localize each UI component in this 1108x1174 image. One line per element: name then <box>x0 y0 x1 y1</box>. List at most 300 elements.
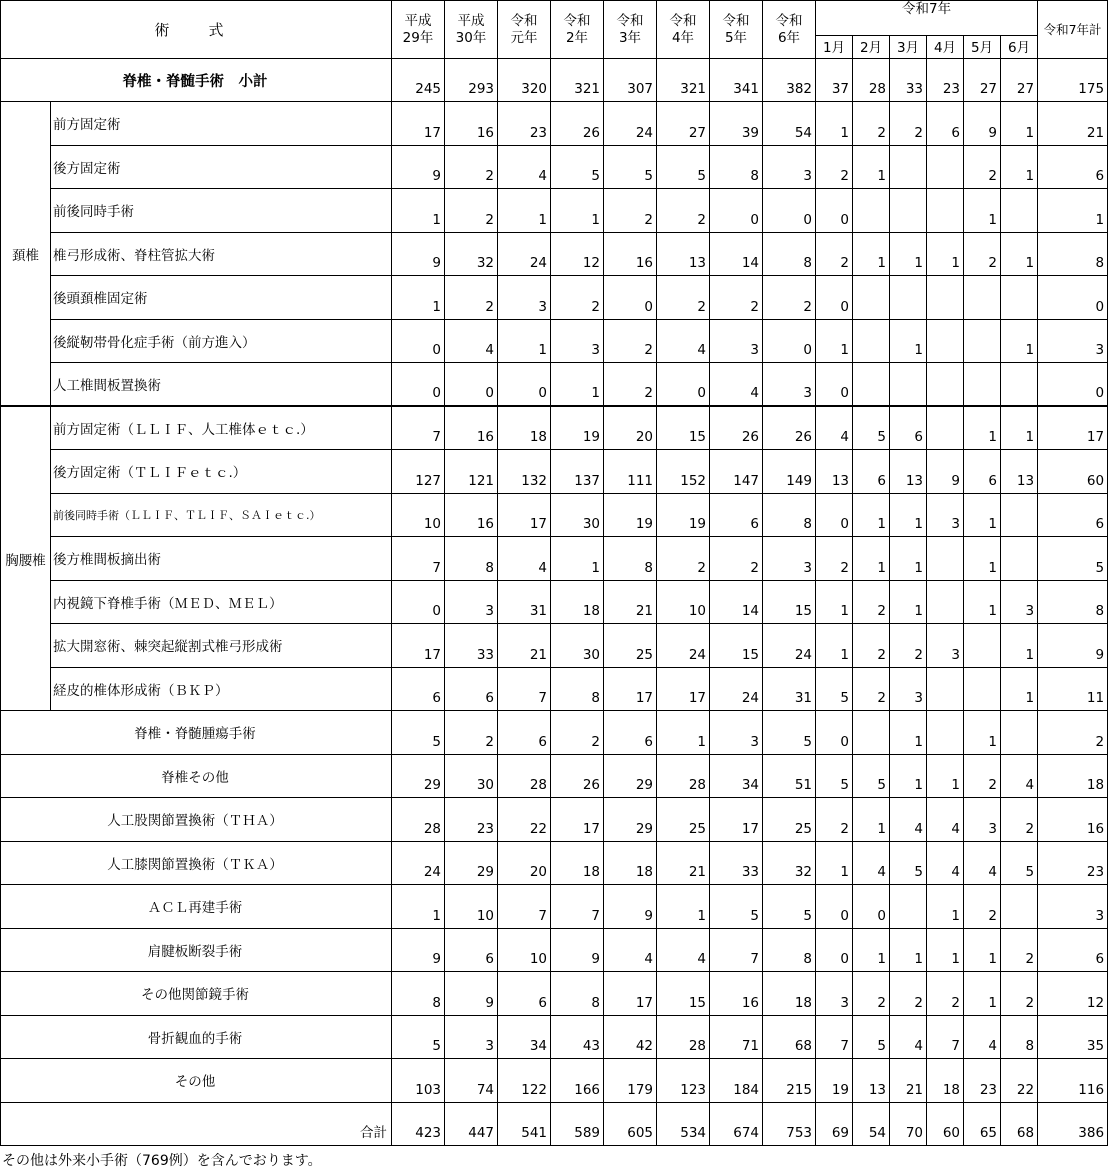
value-cell: 2 <box>890 102 927 146</box>
value-cell: 4 <box>964 1015 1001 1059</box>
row-label: 骨折観血的手術 <box>1 1015 392 1059</box>
value-cell: 3 <box>1038 885 1108 929</box>
value-cell: 17 <box>392 102 445 146</box>
value-cell: 9 <box>604 885 657 929</box>
value-cell: 60 <box>1038 450 1108 494</box>
value-cell: 0 <box>853 885 890 929</box>
value-cell: 32 <box>763 841 816 885</box>
value-cell: 1 <box>816 580 853 624</box>
value-cell <box>964 276 1001 320</box>
value-cell: 70 <box>890 1102 927 1146</box>
row-label: 後方椎間板摘出術 <box>51 537 392 581</box>
value-cell: 1 <box>890 711 927 755</box>
value-cell: 1 <box>1038 189 1108 233</box>
value-cell: 24 <box>604 102 657 146</box>
value-cell: 27 <box>1001 59 1038 102</box>
value-cell: 341 <box>710 59 763 102</box>
value-cell: 9 <box>392 232 445 276</box>
value-cell: 19 <box>816 1059 853 1103</box>
value-cell: 321 <box>551 59 604 102</box>
value-cell: 2 <box>445 189 498 233</box>
value-cell: 10 <box>445 885 498 929</box>
value-cell: 4 <box>890 798 927 842</box>
value-cell: 23 <box>1038 841 1108 885</box>
table-row <box>1 493 1108 537</box>
value-cell: 5 <box>710 885 763 929</box>
year-era: 令和 <box>669 12 697 29</box>
value-cell: 33 <box>445 624 498 668</box>
value-cell: 2 <box>890 624 927 668</box>
value-cell: 215 <box>763 1059 816 1103</box>
value-cell: 2 <box>853 667 890 711</box>
value-cell <box>1001 711 1038 755</box>
value-cell: 18 <box>604 841 657 885</box>
value-cell: 16 <box>445 406 498 450</box>
value-cell: 5 <box>890 841 927 885</box>
value-cell <box>1001 276 1038 320</box>
row-label: 前方固定術 <box>51 102 392 146</box>
value-cell: 29 <box>392 754 445 798</box>
value-cell: 5 <box>392 711 445 755</box>
value-cell: 5 <box>763 711 816 755</box>
value-cell: 1 <box>927 754 964 798</box>
value-cell: 21 <box>498 624 551 668</box>
value-cell <box>853 319 890 363</box>
table-row <box>1 667 1108 711</box>
value-cell: 3 <box>551 319 604 363</box>
value-cell: 28 <box>498 754 551 798</box>
month-header-1: 1月 <box>816 36 853 59</box>
value-cell: 21 <box>890 1059 927 1103</box>
value-cell: 25 <box>604 624 657 668</box>
value-cell: 8 <box>604 537 657 581</box>
value-cell: 8 <box>1038 580 1108 624</box>
value-cell: 6 <box>927 102 964 146</box>
value-cell: 2 <box>816 232 853 276</box>
value-cell: 0 <box>498 363 551 407</box>
value-cell: 15 <box>710 624 763 668</box>
value-cell: 674 <box>710 1102 763 1146</box>
value-cell: 8 <box>392 972 445 1016</box>
value-cell: 1 <box>392 276 445 320</box>
month-header-2: 2月 <box>853 36 890 59</box>
value-cell: 132 <box>498 450 551 494</box>
value-cell: 26 <box>763 406 816 450</box>
value-cell: 179 <box>604 1059 657 1103</box>
value-cell: 111 <box>604 450 657 494</box>
value-cell: 4 <box>657 928 710 972</box>
year-header-3 <box>551 1 604 59</box>
value-cell <box>1001 189 1038 233</box>
value-cell: 25 <box>657 798 710 842</box>
table-row <box>1 145 1108 189</box>
value-cell: 68 <box>763 1015 816 1059</box>
row-label: 脊椎・脊髄手術 小計 <box>1 59 392 102</box>
value-cell: 2 <box>445 276 498 320</box>
value-cell: 17 <box>551 798 604 842</box>
year-era: 令和 <box>510 12 538 29</box>
value-cell: 17 <box>710 798 763 842</box>
row-label: 後方固定術（ＴＬＩＦｅｔｃ.） <box>51 450 392 494</box>
value-cell: 12 <box>1038 972 1108 1016</box>
value-cell: 0 <box>392 319 445 363</box>
table-row <box>1 363 1108 407</box>
value-cell: 6 <box>445 667 498 711</box>
value-cell: 24 <box>498 232 551 276</box>
value-cell: 1 <box>816 319 853 363</box>
value-cell: 7 <box>392 537 445 581</box>
value-cell: 5 <box>853 406 890 450</box>
year-header-7 <box>763 1 816 59</box>
value-cell: 54 <box>853 1102 890 1146</box>
value-cell: 2 <box>816 537 853 581</box>
value-cell: 1 <box>657 885 710 929</box>
value-cell: 1 <box>890 580 927 624</box>
value-cell: 2 <box>816 798 853 842</box>
table-row <box>1 841 1108 885</box>
table-row <box>1 1059 1108 1103</box>
table-row <box>1 406 1108 450</box>
value-cell: 1 <box>392 189 445 233</box>
value-cell: 2 <box>1001 972 1038 1016</box>
row-label: 脊椎・脊髄腫瘍手術 <box>1 711 392 755</box>
value-cell: 6 <box>1038 493 1108 537</box>
value-cell: 2 <box>604 363 657 407</box>
value-cell: 6 <box>392 667 445 711</box>
table-row <box>1 754 1108 798</box>
value-cell: 23 <box>964 1059 1001 1103</box>
value-cell: 1 <box>392 885 445 929</box>
value-cell: 1 <box>853 493 890 537</box>
value-cell: 2 <box>551 711 604 755</box>
value-cell: 28 <box>657 1015 710 1059</box>
value-cell: 8 <box>445 537 498 581</box>
value-cell: 28 <box>657 754 710 798</box>
value-cell: 3 <box>816 972 853 1016</box>
value-cell: 22 <box>1001 1059 1038 1103</box>
row-label: 合計 <box>1 1102 392 1146</box>
value-cell <box>927 667 964 711</box>
value-cell: 423 <box>392 1102 445 1146</box>
value-cell: 4 <box>890 1015 927 1059</box>
value-cell: 122 <box>498 1059 551 1103</box>
value-cell <box>890 189 927 233</box>
year-total-header: 令和7年計 <box>1038 1 1108 59</box>
table-row <box>1 624 1108 668</box>
value-cell: 5 <box>853 1015 890 1059</box>
value-cell: 17 <box>604 667 657 711</box>
value-cell: 31 <box>763 667 816 711</box>
value-cell <box>853 363 890 407</box>
value-cell: 1 <box>853 798 890 842</box>
value-cell: 0 <box>816 493 853 537</box>
value-cell: 7 <box>498 885 551 929</box>
value-cell: 534 <box>657 1102 710 1146</box>
value-cell: 16 <box>710 972 763 1016</box>
value-cell: 42 <box>604 1015 657 1059</box>
value-cell: 2 <box>657 189 710 233</box>
value-cell: 2 <box>657 537 710 581</box>
value-cell: 0 <box>816 928 853 972</box>
value-cell: 31 <box>498 580 551 624</box>
value-cell: 3 <box>710 711 763 755</box>
value-cell: 71 <box>710 1015 763 1059</box>
value-cell: 2 <box>710 276 763 320</box>
value-cell: 1 <box>1001 319 1038 363</box>
value-cell: 116 <box>1038 1059 1108 1103</box>
value-cell: 2 <box>710 537 763 581</box>
row-label: 脊椎その他 <box>1 754 392 798</box>
value-cell: 1 <box>816 841 853 885</box>
value-cell: 26 <box>551 102 604 146</box>
value-cell: 320 <box>498 59 551 102</box>
value-cell: 13 <box>890 450 927 494</box>
value-cell: 1 <box>551 537 604 581</box>
value-cell: 16 <box>1038 798 1108 842</box>
value-cell <box>890 885 927 929</box>
footnote: その他は外来小手術（769例）を含んでおります。 <box>2 1153 322 1169</box>
value-cell: 2 <box>964 145 1001 189</box>
value-cell: 4 <box>816 406 853 450</box>
value-cell: 4 <box>853 841 890 885</box>
value-cell: 0 <box>445 363 498 407</box>
value-cell: 3 <box>445 1015 498 1059</box>
year-num: 3年 <box>618 29 642 46</box>
value-cell: 17 <box>657 667 710 711</box>
year-num: 29年 <box>402 29 434 46</box>
procedure-header: 術 式 <box>1 1 392 59</box>
value-cell: 18 <box>1038 754 1108 798</box>
value-cell: 4 <box>604 928 657 972</box>
table-row <box>1 537 1108 581</box>
value-cell: 9 <box>551 928 604 972</box>
value-cell: 3 <box>964 798 1001 842</box>
value-cell: 2 <box>604 319 657 363</box>
value-cell: 1 <box>498 319 551 363</box>
value-cell: 30 <box>445 754 498 798</box>
value-cell: 18 <box>498 406 551 450</box>
value-cell: 1 <box>1001 102 1038 146</box>
value-cell: 19 <box>657 493 710 537</box>
value-cell: 2 <box>551 276 604 320</box>
value-cell: 18 <box>763 972 816 1016</box>
value-cell: 7 <box>551 885 604 929</box>
row-label: 肩腱板断裂手術 <box>1 928 392 972</box>
value-cell <box>964 363 1001 407</box>
value-cell <box>927 363 964 407</box>
value-cell: 5 <box>1001 841 1038 885</box>
value-cell: 8 <box>551 667 604 711</box>
value-cell <box>890 363 927 407</box>
value-cell: 3 <box>1038 319 1108 363</box>
value-cell: 0 <box>816 711 853 755</box>
year-era: 平成 <box>404 12 432 29</box>
value-cell: 8 <box>763 928 816 972</box>
value-cell: 17 <box>604 972 657 1016</box>
value-cell: 2 <box>964 232 1001 276</box>
value-cell: 2 <box>1001 798 1038 842</box>
value-cell: 2 <box>445 711 498 755</box>
row-label: 前後同時手術（ＬＬＩＦ、ＴＬＩＦ、ＳＡＩｅｔｃ.） <box>51 493 392 537</box>
value-cell: 17 <box>392 624 445 668</box>
value-cell: 15 <box>657 406 710 450</box>
value-cell: 1 <box>551 189 604 233</box>
value-cell: 2 <box>853 102 890 146</box>
value-cell: 2 <box>853 972 890 1016</box>
value-cell: 17 <box>1038 406 1108 450</box>
value-cell: 23 <box>498 102 551 146</box>
value-cell: 541 <box>498 1102 551 1146</box>
table-row <box>1 450 1108 494</box>
value-cell <box>964 624 1001 668</box>
row-label: 人工股関節置換術（ＴＨＡ） <box>1 798 392 842</box>
value-cell: 7 <box>498 667 551 711</box>
value-cell: 15 <box>657 972 710 1016</box>
value-cell: 9 <box>927 450 964 494</box>
year-header-2 <box>498 1 551 59</box>
value-cell: 7 <box>392 406 445 450</box>
value-cell <box>853 711 890 755</box>
year-num: 2年 <box>565 29 589 46</box>
value-cell: 8 <box>710 145 763 189</box>
value-cell: 386 <box>1038 1102 1108 1146</box>
value-cell: 4 <box>964 841 1001 885</box>
value-cell: 127 <box>392 450 445 494</box>
value-cell <box>964 667 1001 711</box>
value-cell: 4 <box>1001 754 1038 798</box>
row-label: 後方固定術 <box>51 145 392 189</box>
value-cell: 5 <box>1038 537 1108 581</box>
value-cell: 1 <box>964 928 1001 972</box>
value-cell: 15 <box>763 580 816 624</box>
value-cell: 149 <box>763 450 816 494</box>
value-cell: 1 <box>498 189 551 233</box>
value-cell: 321 <box>657 59 710 102</box>
year-header-1 <box>445 1 498 59</box>
row-label: 人工椎間板置換術 <box>51 363 392 407</box>
value-cell: 5 <box>392 1015 445 1059</box>
value-cell: 28 <box>392 798 445 842</box>
year-num: 5年 <box>724 29 748 46</box>
value-cell <box>927 406 964 450</box>
year-header-4 <box>604 1 657 59</box>
value-cell: 13 <box>853 1059 890 1103</box>
value-cell <box>964 319 1001 363</box>
value-cell: 293 <box>445 59 498 102</box>
year-era: 令和 <box>722 12 750 29</box>
row-label: 後頭頚椎固定術 <box>51 276 392 320</box>
value-cell: 0 <box>604 276 657 320</box>
value-cell: 26 <box>551 754 604 798</box>
value-cell: 184 <box>710 1059 763 1103</box>
table-row <box>1 580 1108 624</box>
value-cell: 753 <box>763 1102 816 1146</box>
row-label: その他関節鏡手術 <box>1 972 392 1016</box>
value-cell: 32 <box>445 232 498 276</box>
row-label: 人工膝関節置換術（ＴＫＡ） <box>1 841 392 885</box>
value-cell: 13 <box>816 450 853 494</box>
value-cell: 2 <box>964 885 1001 929</box>
value-cell: 65 <box>964 1102 1001 1146</box>
value-cell: 2 <box>964 754 1001 798</box>
table-row <box>1 319 1108 363</box>
year-header-6 <box>710 1 763 59</box>
value-cell: 1 <box>890 537 927 581</box>
year-era: 令和 <box>775 12 803 29</box>
value-cell: 2 <box>763 276 816 320</box>
value-cell <box>853 189 890 233</box>
value-cell <box>927 189 964 233</box>
table-row <box>1 798 1108 842</box>
value-cell: 6 <box>710 493 763 537</box>
value-cell: 16 <box>604 232 657 276</box>
table-body <box>1 59 1108 1146</box>
value-cell: 5 <box>816 667 853 711</box>
value-cell: 9 <box>392 928 445 972</box>
month-header-6: 6月 <box>1001 36 1038 59</box>
value-cell: 51 <box>763 754 816 798</box>
value-cell: 0 <box>657 363 710 407</box>
value-cell: 6 <box>604 711 657 755</box>
current-year-header: 令和7年 <box>816 1 1038 36</box>
table-row <box>1 189 1108 233</box>
value-cell: 4 <box>445 319 498 363</box>
year-era: 平成 <box>457 12 485 29</box>
value-cell: 6 <box>964 450 1001 494</box>
value-cell: 33 <box>890 59 927 102</box>
value-cell: 4 <box>710 363 763 407</box>
value-cell: 175 <box>1038 59 1108 102</box>
value-cell: 1 <box>890 928 927 972</box>
value-cell: 1 <box>964 711 1001 755</box>
value-cell: 17 <box>498 493 551 537</box>
value-cell <box>890 145 927 189</box>
value-cell: 2 <box>657 276 710 320</box>
value-cell: 5 <box>763 885 816 929</box>
value-cell: 39 <box>710 102 763 146</box>
year-era: 令和 <box>563 12 591 29</box>
value-cell: 14 <box>710 580 763 624</box>
value-cell: 1 <box>551 363 604 407</box>
value-cell: 37 <box>816 59 853 102</box>
table-row <box>1 59 1108 102</box>
year-num: 30年 <box>455 29 487 46</box>
value-cell <box>927 276 964 320</box>
value-cell: 1 <box>1001 624 1038 668</box>
value-cell: 12 <box>551 232 604 276</box>
value-cell: 0 <box>392 363 445 407</box>
value-cell: 137 <box>551 450 604 494</box>
value-cell: 10 <box>498 928 551 972</box>
value-cell: 1 <box>927 885 964 929</box>
value-cell: 13 <box>657 232 710 276</box>
value-cell: 3 <box>710 319 763 363</box>
value-cell: 10 <box>392 493 445 537</box>
value-cell: 3 <box>927 624 964 668</box>
row-label: ＡＣＬ再建手術 <box>1 885 392 929</box>
value-cell: 605 <box>604 1102 657 1146</box>
value-cell: 8 <box>763 493 816 537</box>
value-cell: 0 <box>816 276 853 320</box>
value-cell <box>927 537 964 581</box>
value-cell: 9 <box>392 145 445 189</box>
value-cell: 3 <box>498 276 551 320</box>
value-cell: 19 <box>604 493 657 537</box>
value-cell: 1 <box>927 232 964 276</box>
value-cell: 11 <box>1038 667 1108 711</box>
value-cell: 5 <box>816 754 853 798</box>
year-era: 令和 <box>616 12 644 29</box>
